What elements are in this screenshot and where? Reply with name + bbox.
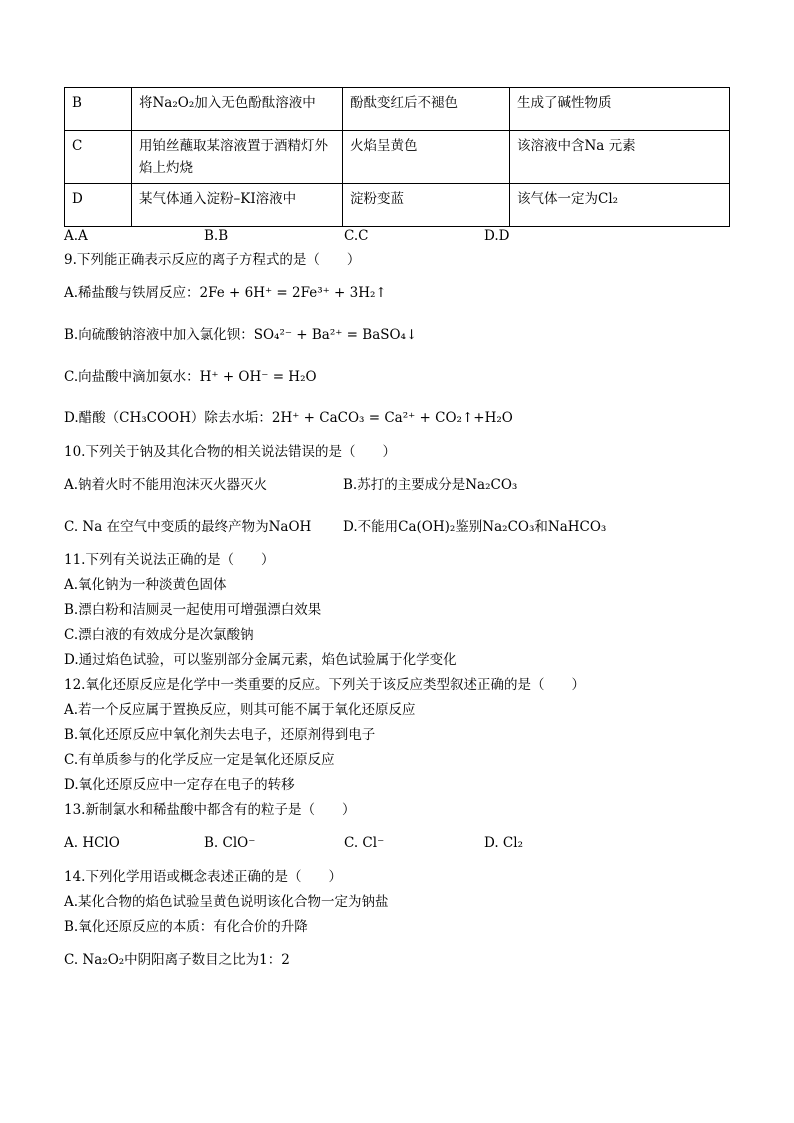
q12-option-d[interactable]: D.氧化还原反应中一定存在电子的转移 — [64, 777, 295, 793]
row-label: C — [65, 131, 132, 184]
q13-option-c[interactable]: C. Cl⁻ — [344, 835, 385, 851]
q12-option-b[interactable]: B.氧化还原反应中氧化剂失去电子，还原剂得到电子 — [64, 727, 376, 743]
operation-cell: 用铂丝蘸取某溶液置于酒精灯外焰上灼烧 — [132, 131, 343, 184]
phenomenon-cell: 淀粉变蓝 — [343, 184, 510, 227]
q10-option-c[interactable]: C. Na 在空气中变质的最终产物为NaOH — [64, 519, 312, 535]
operation-cell: 某气体通入淀粉–KI溶液中 — [132, 184, 343, 227]
q8-options — [64, 226, 744, 246]
operation-cell: 将Na₂O₂加入无色酚酞溶液中 — [132, 88, 343, 131]
q8-option-a[interactable]: A.A — [64, 228, 88, 244]
q10-stem: 10.下列关于钠及其化合物的相关说法错误的是（ ） — [64, 444, 396, 460]
q11-option-d[interactable]: D.通过焰色试验，可以鉴别部分金属元素，焰色试验属于化学变化 — [64, 652, 457, 668]
q13-option-b[interactable]: B. ClO⁻ — [204, 835, 256, 851]
q14-option-c[interactable]: C. Na₂O₂中阴阳离子数目之比为1：2 — [64, 952, 290, 968]
q8-option-d[interactable]: D.D — [484, 228, 510, 244]
q13-option-d[interactable]: D. Cl₂ — [484, 835, 523, 851]
q9-option-b[interactable]: B.向硫酸钠溶液中加入氯化钡：SO₄²⁻ + Ba²⁺ = BaSO₄↓ — [64, 327, 418, 343]
q9-option-c[interactable]: C.向盐酸中滴加氨水：H⁺ + OH⁻ = H₂O — [64, 369, 317, 385]
q13-stem: 13.新制氯水和稀盐酸中都含有的粒子是（ ） — [64, 802, 356, 818]
table-row — [65, 131, 730, 184]
q8-option-c[interactable]: C.C — [344, 228, 369, 244]
q10-option-b[interactable]: B.苏打的主要成分是Na₂CO₃ — [343, 477, 518, 493]
q14-option-a[interactable]: A.某化合物的焰色试验呈黄色说明该化合物一定为钠盐 — [64, 894, 389, 910]
table-row — [65, 184, 730, 227]
q11-option-c[interactable]: C.漂白液的有效成分是次氯酸钠 — [64, 627, 254, 643]
conclusion-cell: 该溶液中含Na 元素 — [510, 131, 730, 184]
table-row — [65, 88, 730, 131]
q11-option-b[interactable]: B.漂白粉和洁厕灵一起使用可增强漂白效果 — [64, 602, 322, 618]
conclusion-cell: 生成了碱性物质 — [510, 88, 730, 131]
q8-option-b[interactable]: B.B — [204, 228, 229, 244]
conclusion-cell: 该气体一定为Cl₂ — [510, 184, 730, 227]
q14-stem: 14.下列化学用语或概念表述正确的是（ ） — [64, 869, 342, 885]
q11-option-a[interactable]: A.氧化钠为一种淡黄色固体 — [64, 577, 227, 593]
q11-stem: 11.下列有关说法正确的是（ ） — [64, 552, 275, 568]
q13-options — [64, 833, 744, 853]
q12-option-a[interactable]: A.若一个反应属于置换反应，则其可能不属于氧化还原反应 — [64, 702, 416, 718]
experiment-table — [64, 87, 730, 227]
q14-option-b[interactable]: B.氧化还原反应的本质：有化合价的升降 — [64, 919, 308, 935]
q10-option-a[interactable]: A.钠着火时不能用泡沫灭火器灭火 — [64, 477, 268, 493]
q10-option-d[interactable]: D.不能用Ca(OH)₂鉴别Na₂CO₃和NaHCO₃ — [343, 519, 607, 535]
q12-stem: 12.氧化还原反应是化学中一类重要的反应。下列关于该反应类型叙述正确的是（ ） — [64, 677, 585, 693]
q9-option-d[interactable]: D.醋酸（CH₃COOH）除去水垢：2H⁺ + CaCO₃ = Ca²⁺ + CO₂↑+H₂O — [64, 410, 513, 426]
q12-option-c[interactable]: C.有单质参与的化学反应一定是氧化还原反应 — [64, 752, 335, 768]
phenomenon-cell: 火焰呈黄色 — [343, 131, 510, 184]
row-label: D — [65, 184, 132, 227]
phenomenon-cell: 酚酞变红后不褪色 — [343, 88, 510, 131]
q9-stem: 9.下列能正确表示反应的离子方程式的是（ ） — [64, 252, 361, 268]
row-label: B — [65, 88, 132, 131]
q9-option-a[interactable]: A.稀盐酸与铁屑反应：2Fe + 6H⁺ = 2Fe³⁺ + 3H₂↑ — [64, 285, 387, 301]
q13-option-a[interactable]: A. HClO — [64, 835, 120, 851]
